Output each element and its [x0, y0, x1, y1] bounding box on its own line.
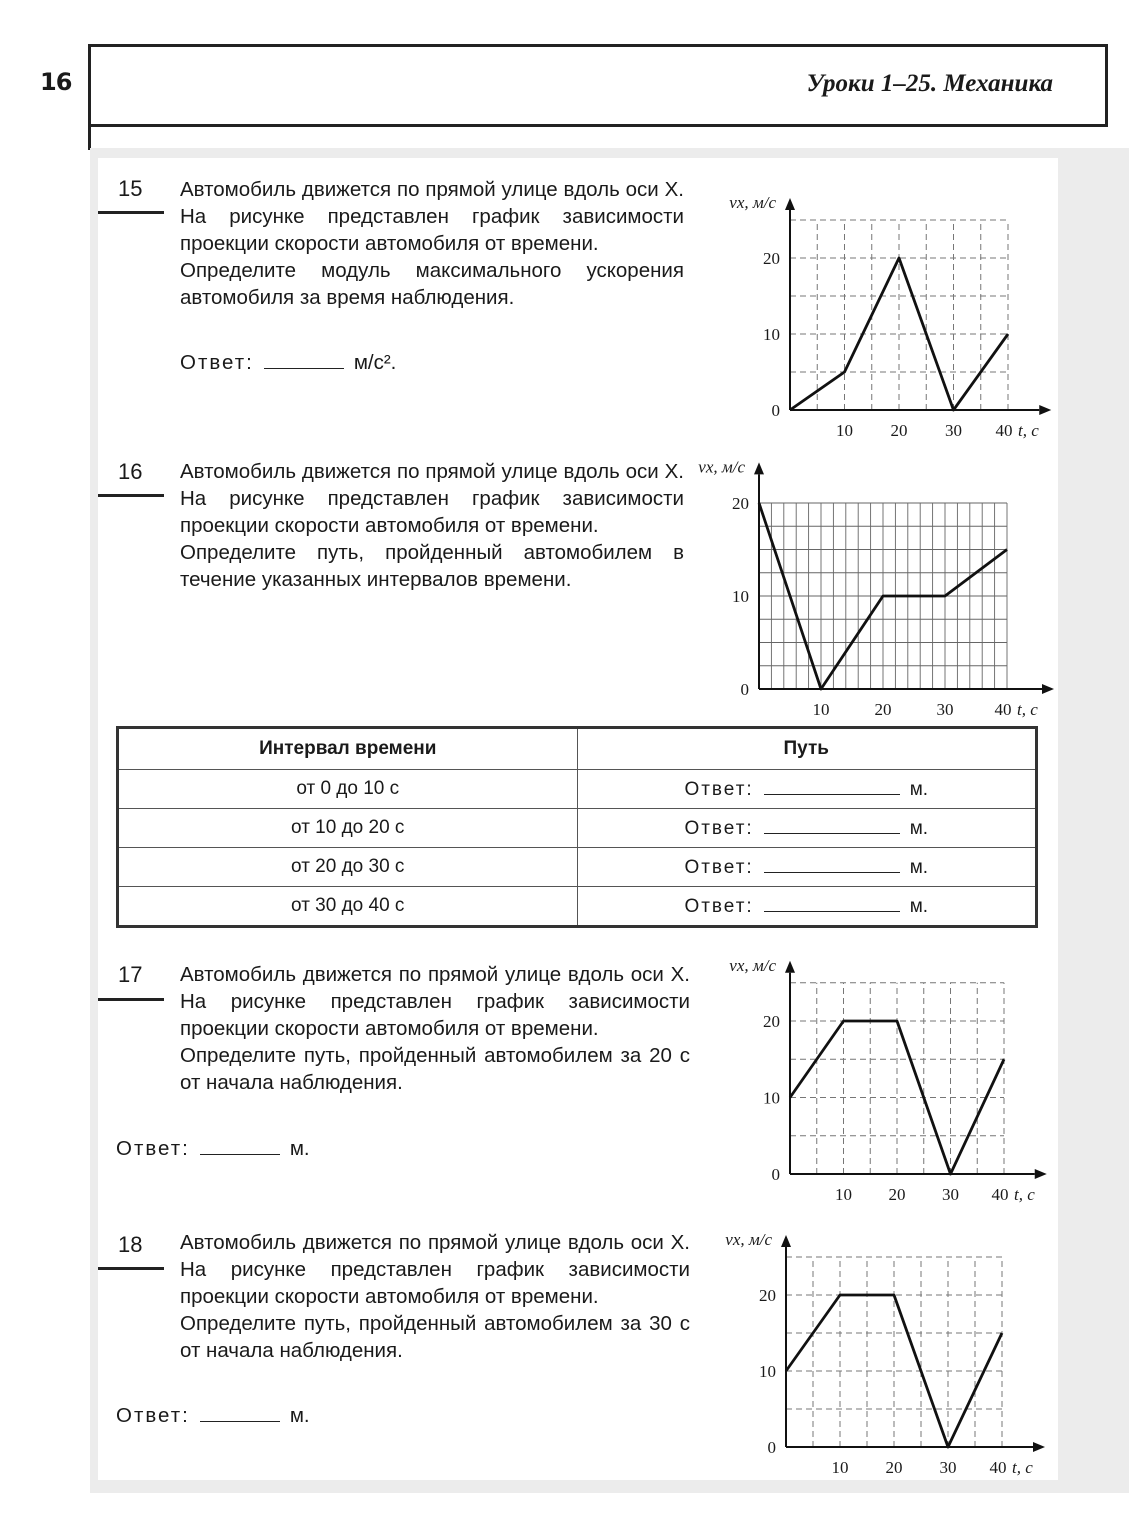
y-tick-label: 10: [732, 587, 749, 606]
answer-blank[interactable]: [764, 817, 900, 834]
x-axis-label: t, с: [1012, 1458, 1033, 1477]
task-16-rule: [98, 494, 164, 497]
task-17-answer: [116, 1136, 310, 1161]
answer-unit: м.: [909, 895, 929, 917]
x-tick-label: 30: [939, 1458, 957, 1477]
table-header-path: Путь: [577, 728, 1037, 770]
x-tick-label: 10: [831, 1458, 849, 1477]
task-18-graph: [700, 1210, 1080, 1500]
y-tick-label: 20: [763, 1012, 780, 1031]
task-17-text: [180, 961, 690, 1096]
task-15-number: 15: [118, 176, 143, 201]
x-tick-label: 40: [995, 421, 1013, 440]
interval-cell: от 0 до 10 с: [118, 770, 578, 809]
task-16-line-2: Определите путь, пройденный автомобилем в течение указанных интервалов времени.: [180, 541, 684, 591]
x-tick-label: 20: [888, 1185, 906, 1204]
answer-cell: [577, 848, 1037, 887]
x-axis-arrow: [1042, 684, 1054, 694]
answer-blank[interactable]: [200, 1136, 280, 1155]
y-tick-label: 0: [771, 401, 780, 420]
x-tick-label: 40: [994, 700, 1012, 719]
answer-blank[interactable]: [264, 350, 344, 369]
task-15-text: [180, 176, 684, 311]
answer-label: Ответ:: [684, 856, 754, 878]
answer-label: Ответ:: [180, 351, 254, 374]
y-axis-label: vx, м/с: [729, 193, 776, 212]
answer-unit: м.: [289, 1404, 310, 1427]
task-18-rule: [98, 1267, 164, 1270]
x-axis-label: t, с: [1017, 700, 1038, 719]
answer-unit: м.: [289, 1137, 310, 1160]
table-header-row: [118, 728, 1037, 770]
y-tick-label: 20: [732, 494, 749, 513]
answer-label: Ответ:: [684, 817, 754, 839]
task-18-line-1: Автомобиль движется по прямой улице вдоль оси X. На рисунке представлен график зависимости проекции скорости автомобиля от времени.: [180, 1231, 690, 1308]
table-row: [118, 887, 1037, 927]
task-18-answer: [116, 1403, 310, 1428]
x-axis-arrow: [1033, 1442, 1045, 1452]
x-tick-label: 20: [890, 421, 908, 440]
x-tick-label: 40: [989, 1458, 1007, 1477]
table-row: [118, 848, 1037, 887]
x-tick-label: 10: [836, 421, 853, 440]
task-16-line-1: Автомобиль движется по прямой улице вдоль оси X. На рисунке представлен график зависимости проекции скорости автомобиля от времени.: [180, 460, 684, 537]
y-axis-arrow: [781, 1235, 791, 1247]
x-axis-arrow: [1039, 405, 1051, 415]
x-tick-label: 10: [835, 1185, 852, 1204]
interval-cell: от 10 до 20 с: [118, 809, 578, 848]
task-16-graph: [688, 456, 1078, 724]
y-axis-label: vx, м/с: [698, 457, 745, 477]
task-16-number: 16: [118, 459, 143, 484]
table-row: [118, 770, 1037, 809]
answer-label: Ответ:: [684, 778, 754, 800]
interval-cell: от 20 до 30 с: [118, 848, 578, 887]
x-tick-label: 10: [812, 700, 830, 719]
task-17-number: 17: [118, 962, 143, 987]
task-18-line-2: Определите путь, пройденный автомобилем за 30 с от начала наблюдения.: [180, 1312, 690, 1362]
header-stub: [88, 124, 91, 150]
table-header-interval: Интервал времени: [118, 728, 578, 770]
task-17-rule: [98, 998, 164, 1001]
answer-blank[interactable]: [764, 895, 900, 912]
task-18-text: [180, 1229, 690, 1364]
table-row: [118, 809, 1037, 848]
answer-cell: [577, 809, 1037, 848]
x-tick-label: 20: [874, 700, 892, 719]
answer-blank[interactable]: [200, 1403, 280, 1422]
answer-blank[interactable]: [764, 778, 900, 795]
y-tick-label: 20: [759, 1286, 776, 1305]
y-axis-arrow: [754, 462, 764, 474]
task-15-answer: [180, 350, 396, 375]
task-15-line-2: Определите модуль максимального ускорения автомобиля за время наблюдения.: [180, 259, 684, 309]
x-axis-label: t, с: [1014, 1185, 1035, 1204]
task-17-line-1: Автомобиль движется по прямой улице вдоль оси X. На рисунке представлен график зависимости проекции скорости автомобиля от времени.: [180, 963, 690, 1040]
x-tick-label: 20: [885, 1458, 903, 1477]
y-tick-label: 10: [763, 1088, 780, 1108]
task-16-text: [180, 458, 684, 593]
answer-label: Ответ:: [684, 895, 754, 917]
interval-cell: от 30 до 40 с: [118, 887, 578, 927]
answer-unit: м.: [909, 856, 929, 878]
answer-cell: [577, 770, 1037, 809]
task-15-graph: [700, 168, 1080, 458]
y-tick-label: 10: [763, 325, 780, 344]
running-title: Уроки 1–25. Механика: [806, 70, 1053, 97]
answer-label: Ответ:: [116, 1137, 190, 1160]
y-axis-arrow: [785, 961, 795, 973]
path-table: [116, 726, 1038, 928]
y-tick-label: 0: [771, 1165, 780, 1184]
y-axis-label: vx, м/с: [729, 955, 776, 975]
page-number: 16: [40, 68, 72, 96]
header-rule: [88, 124, 1108, 127]
answer-unit: м.: [909, 817, 929, 839]
x-tick-label: 30: [942, 1185, 959, 1204]
answer-label: Ответ:: [116, 1404, 190, 1427]
y-tick-label: 0: [740, 680, 749, 699]
answer-blank[interactable]: [764, 856, 900, 873]
x-tick-label: 30: [936, 700, 954, 719]
y-tick-label: 10: [759, 1362, 776, 1381]
y-axis-label: vx, м/с: [725, 1230, 772, 1249]
task-17-line-2: Определите путь, пройденный автомобилем за 20 с от начала наблюдения.: [180, 1044, 690, 1094]
answer-unit: м/с².: [353, 351, 397, 374]
y-axis-arrow: [785, 198, 795, 210]
x-tick-label: 40: [991, 1185, 1009, 1204]
answer-unit: м.: [909, 778, 929, 800]
y-tick-label: 0: [767, 1438, 776, 1457]
task-18-number: 18: [118, 1232, 143, 1257]
y-tick-label: 20: [763, 249, 780, 268]
x-axis-label: t, с: [1018, 421, 1039, 440]
task-17-graph: [700, 935, 1080, 1225]
x-axis-arrow: [1035, 1169, 1047, 1179]
answer-cell: [577, 887, 1037, 927]
task-15-rule: [98, 211, 164, 214]
x-tick-label: 30: [945, 421, 962, 440]
task-15-line-1: Автомобиль движется по прямой улице вдоль оси X. На рисунке представлен график зависимости проекции скорости автомобиля от времени.: [180, 178, 684, 255]
